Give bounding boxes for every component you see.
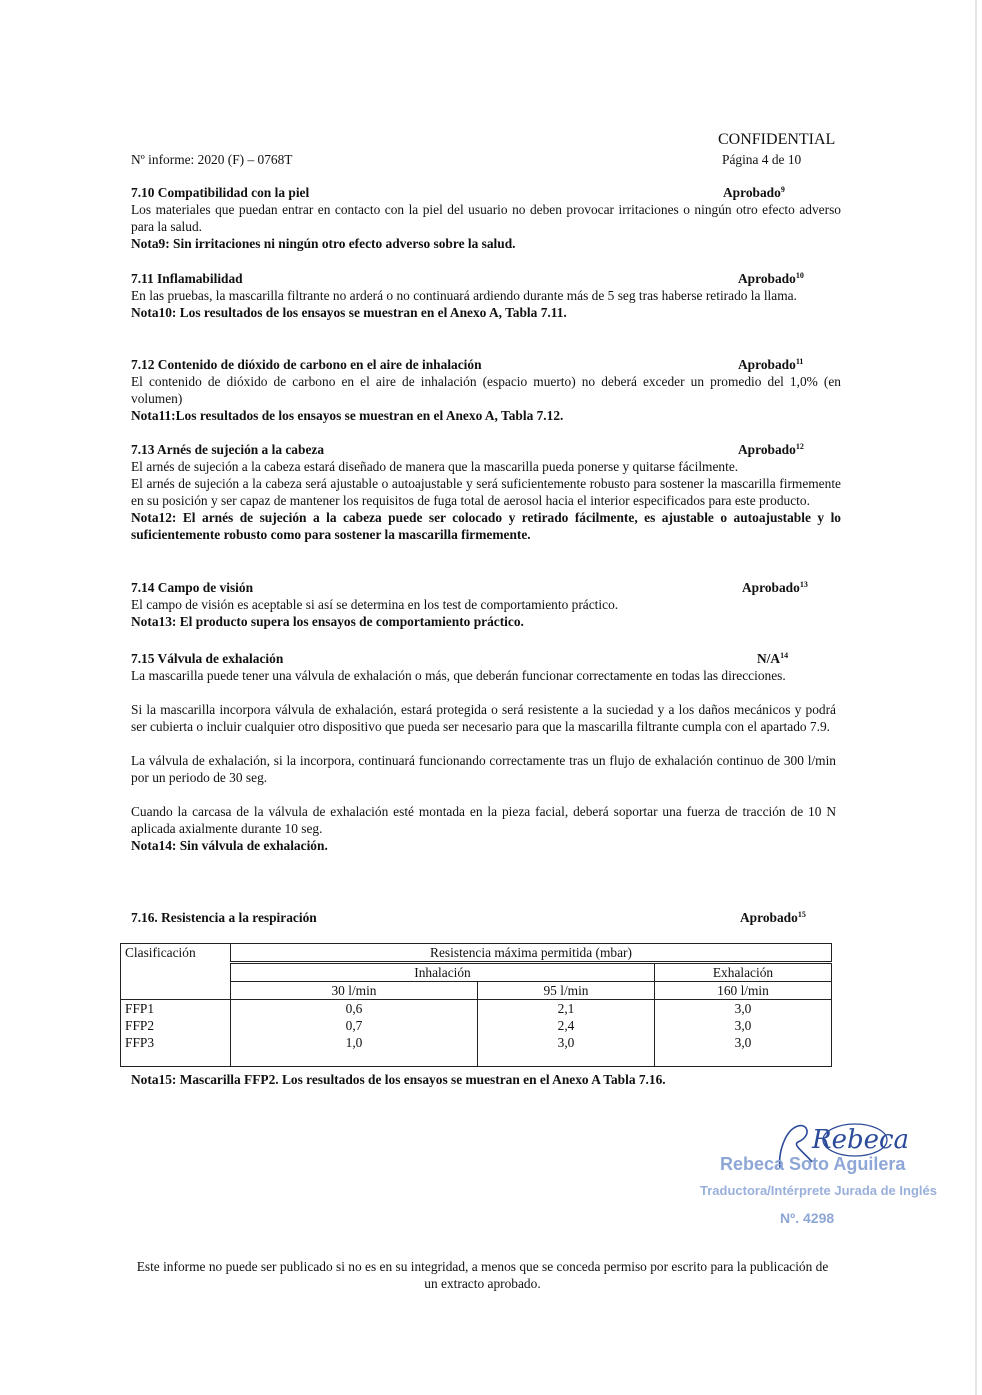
resistance-table xyxy=(120,943,832,1067)
section-note: Nota10: Los resultados de los ensayos se muestran en el Anexo A, Tabla 7.11. xyxy=(131,305,567,320)
table-header-flow: 30 l/min xyxy=(231,982,478,1000)
section-title: 7.15 Válvula de exhalación xyxy=(131,651,284,666)
svg-text:Rebeca: Rebeca xyxy=(812,1125,910,1155)
table-cell: 0,6 0,7 1,0 xyxy=(231,1000,478,1067)
section-text: La válvula de exhalación, si la incorpora, continuará funcionando correctamente tras un flujo de exhalación continuo de 300 l/min por un periodo de 30 seg. xyxy=(131,753,836,785)
translator-stamp xyxy=(695,1118,935,1233)
section-7-15 xyxy=(131,650,836,854)
table-header-flow: 95 l/min xyxy=(478,982,655,1000)
section-text: En las pruebas, la mascarilla filtrante no arderá o no continuará ardiendo durante más de 5 seg tras haberse retirado la llama. xyxy=(131,288,797,303)
section-text: La mascarilla puede tener una válvula de exhalación o más, que deberán funcionar correctamente en todas las direcciones. xyxy=(131,668,786,683)
table-cell: 2,1 2,4 3,0 xyxy=(478,1000,655,1067)
section-text: El arnés de sujeción a la cabeza será ajustable o autoajustable y será suficientemente robusto para sostener la mascarilla firmemente en su posición y ser capaz de mantener los requisitos de fuga total de aerosol hacia el interior especificados para este producto. xyxy=(131,476,841,508)
section-text: El campo de visión es aceptable si así se determina en los test de comportamiento práctico. xyxy=(131,597,619,612)
section-text: El arnés de sujeción a la cabeza estará diseñado de manera que la mascarilla pueda ponerse y quitarse fácilmente. xyxy=(131,459,739,474)
table-header-inhalation: Inhalación xyxy=(231,963,655,982)
status-badge: Aprobado$^{10}$ xyxy=(738,271,804,286)
status-badge: Aprobado$^{15}$ xyxy=(740,910,806,925)
table-header-flow: 160 l/min xyxy=(655,982,832,1000)
section-title: 7.10 Compatibilidad con la piel xyxy=(131,185,310,200)
section-text: Los materiales que puedan entrar en contacto con la piel del usuario no deben provocar irritaciones o ningún otro efecto adverso para la salud. xyxy=(131,202,841,234)
section-7-11 xyxy=(131,270,841,321)
status-badge: Aprobado$^{13}$ xyxy=(742,580,808,595)
section-7-14 xyxy=(131,579,841,630)
table-group-header: Resistencia máxima permitida (mbar) xyxy=(231,944,832,963)
table-cell: 3,0 3,0 3,0 xyxy=(655,1000,832,1067)
section-note: Nota13: El producto supera los ensayos de comportamiento práctico. xyxy=(131,614,524,629)
section-title: 7.16. Resistencia a la respiración xyxy=(131,910,317,925)
section-title: 7.11 Inflamabilidad xyxy=(131,271,243,286)
section-title: 7.14 Campo de visión xyxy=(131,580,254,595)
table-header-classification: Clasificación xyxy=(121,944,231,1000)
footer-disclaimer: Este informe no puede ser publicado si no es en su integridad, a menos que se conceda permiso por escrito para la publicación de un extracto aprobado. xyxy=(136,1259,829,1291)
page-number: Página 4 de 10 xyxy=(722,152,802,167)
section-text: Cuando la carcasa de la válvula de exhalación esté montada en la pieza facial, deberá soportar una fuerza de tracción de 10 N aplicada axialmente durante 10 seg. xyxy=(131,804,836,836)
section-note: Nota11:Los resultados de los ensayos se muestran en el Anexo A, Tabla 7.12. xyxy=(131,408,564,423)
section-7-16 xyxy=(131,909,841,926)
stamp-number: Nº. 4298 xyxy=(780,1210,835,1226)
status-badge: Aprobado$^{11}$ xyxy=(738,357,804,372)
stamp-name: Rebeca Soto Aguilera xyxy=(720,1154,906,1174)
section-7-10 xyxy=(131,184,841,252)
section-title: 7.13 Arnés de sujeción a la cabeza xyxy=(131,442,325,457)
table-header-exhalation: Exhalación xyxy=(655,963,832,982)
section-7-13 xyxy=(131,441,841,543)
section-text: Si la mascarilla incorpora válvula de exhalación, estará protegida o será resistente a la suciedad y a los daños mecánicos y podrá ser cubierta o incluir cualquier otro dispositivo que pueda ser necesario para que la mascarilla filtrante cumpla con el apartado 7.9. xyxy=(131,702,836,734)
confidential-label: CONFIDENTIAL xyxy=(718,131,836,148)
status-badge: Aprobado$^{12}$ xyxy=(738,442,804,457)
section-note: Nota14: Sin válvula de exhalación. xyxy=(131,838,328,853)
section-text: El contenido de dióxido de carbono en el aire de inhalación (espacio muerto) no deberá exceder un promedio del 1,0% (en volumen) xyxy=(131,374,841,406)
section-note: Nota15: Mascarilla FFP2. Los resultados de los ensayos se muestran en el Anexo A Tabla 7.16. xyxy=(131,1072,666,1087)
section-note: Nota12: El arnés de sujeción a la cabeza puede ser colocado y retirado fácilmente, es ajustable o autoajustable y lo suficientemente robusto como para sostener la mascarilla firmemente. xyxy=(131,510,841,542)
table-cell: FFP1 FFP2 FFP3 xyxy=(121,1000,231,1067)
report-number: Nº informe: 2020 (F) – 0768T xyxy=(131,152,293,167)
section-7-12 xyxy=(131,356,841,424)
section-note: Nota9: Sin irritaciones ni ningún otro efecto adverso sobre la salud. xyxy=(131,236,516,251)
status-badge: $N/A^{14}$ xyxy=(757,651,789,666)
page-edge xyxy=(975,0,977,1395)
section-title: 7.12 Contenido de dióxido de carbono en el aire de inhalación xyxy=(131,357,482,372)
status-badge: Aprobado$^9$ xyxy=(723,185,785,200)
stamp-title: Traductora/Intérprete Jurada de Inglés xyxy=(700,1183,937,1198)
